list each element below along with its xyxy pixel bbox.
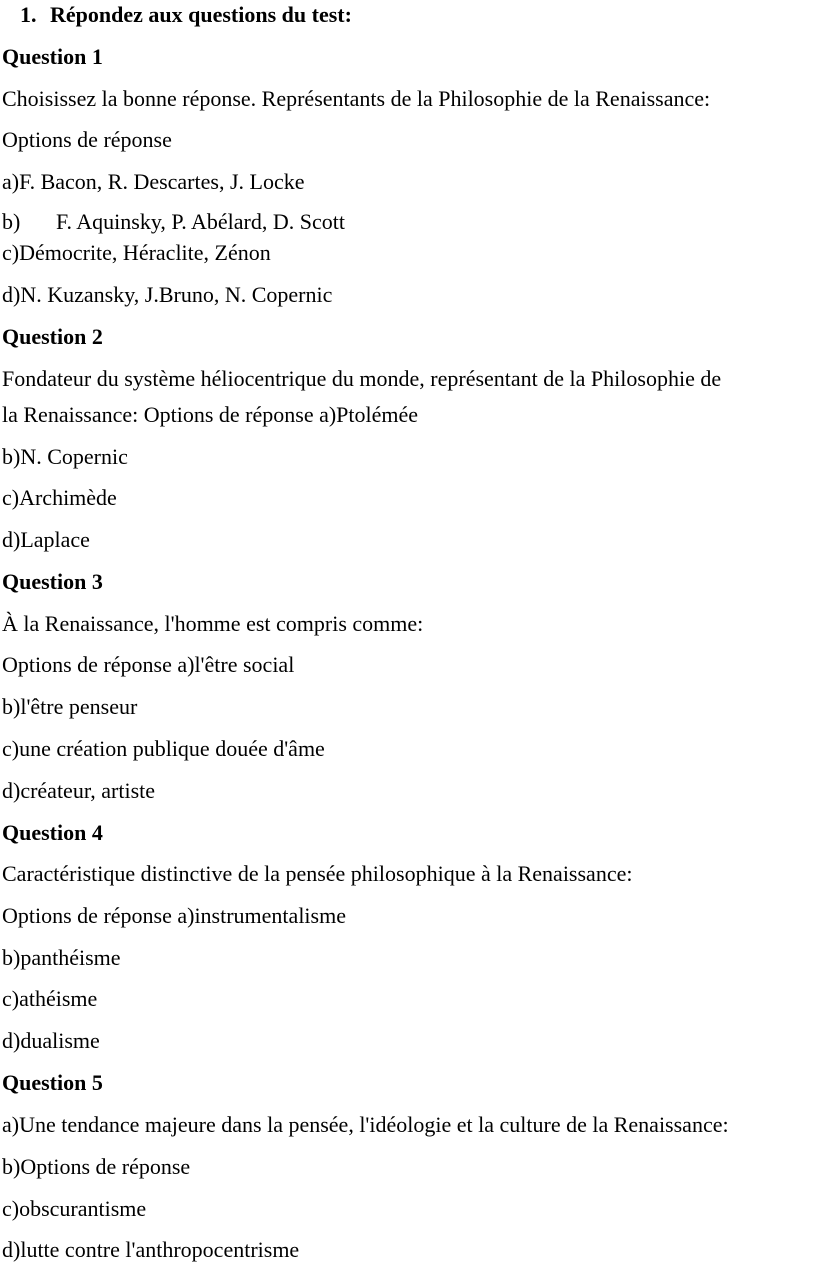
question-3-option-a: Options de réponse a)l'être social <box>2 652 295 677</box>
question-1-option-b <box>2 209 345 235</box>
question-4-option-d: d)dualisme <box>2 1028 100 1053</box>
question-4-option-b: b)panthéisme <box>2 945 121 970</box>
question-3-heading: Question 3 <box>2 569 103 594</box>
question-4-prompt: Caractéristique distinctive de la pensée philosophique à la Renaissance: <box>2 861 633 886</box>
question-1-option-d: d)N. Kuzansky, J.Bruno, N. Copernic <box>2 282 333 307</box>
question-1-option-b-text: F. Aquinsky, P. Abélard, D. Scott <box>56 209 345 234</box>
question-1-option-a: a)F. Bacon, R. Descartes, J. Locke <box>2 169 305 194</box>
question-2-option-b: b)N. Copernic <box>2 444 128 469</box>
question-1-option-b-prefix: b) <box>2 209 21 234</box>
question-5-option-a: a)Une tendance majeure dans la pensée, l'idéologie et la culture de la Renaissance: <box>2 1112 729 1137</box>
question-1-options-label: Options de réponse <box>2 127 172 152</box>
test-title <box>20 2 352 28</box>
question-5-heading: Question 5 <box>2 1070 103 1095</box>
test-title-text: Répondez aux questions du test: <box>50 2 352 27</box>
test-title-number: 1. <box>20 2 37 27</box>
question-2-option-c: c)Archimède <box>2 485 117 510</box>
question-4-option-a: Options de réponse a)instrumentalisme <box>2 903 346 928</box>
question-2-prompt-line-2: la Renaissance: Options de réponse a)Ptolémée <box>2 402 419 427</box>
question-2-option-d: d)Laplace <box>2 527 90 552</box>
question-3-option-d: d)créateur, artiste <box>2 778 156 803</box>
question-1-option-c: c)Démocrite, Héraclite, Zénon <box>2 240 271 265</box>
question-2-heading: Question 2 <box>2 324 103 349</box>
question-3-option-c: c)une création publique douée d'âme <box>2 736 325 761</box>
question-5-option-d: d)lutte contre l'anthropocentrisme <box>2 1237 300 1262</box>
question-3-prompt: À la Renaissance, l'homme est compris comme: <box>2 611 424 636</box>
question-1-heading: Question 1 <box>2 44 103 69</box>
question-2-prompt-line-1: Fondateur du système héliocentrique du monde, représentant de la Philosophie de <box>2 366 722 391</box>
question-4-heading: Question 4 <box>2 820 103 845</box>
question-1-prompt: Choisissez la bonne réponse. Représentants de la Philosophie de la Renaissance: <box>2 86 711 111</box>
question-4-option-c: c)athéisme <box>2 986 98 1011</box>
question-5-option-b: b)Options de réponse <box>2 1154 191 1179</box>
question-3-option-b: b)l'être penseur <box>2 694 138 719</box>
question-5-option-c: c)obscurantisme <box>2 1196 147 1221</box>
